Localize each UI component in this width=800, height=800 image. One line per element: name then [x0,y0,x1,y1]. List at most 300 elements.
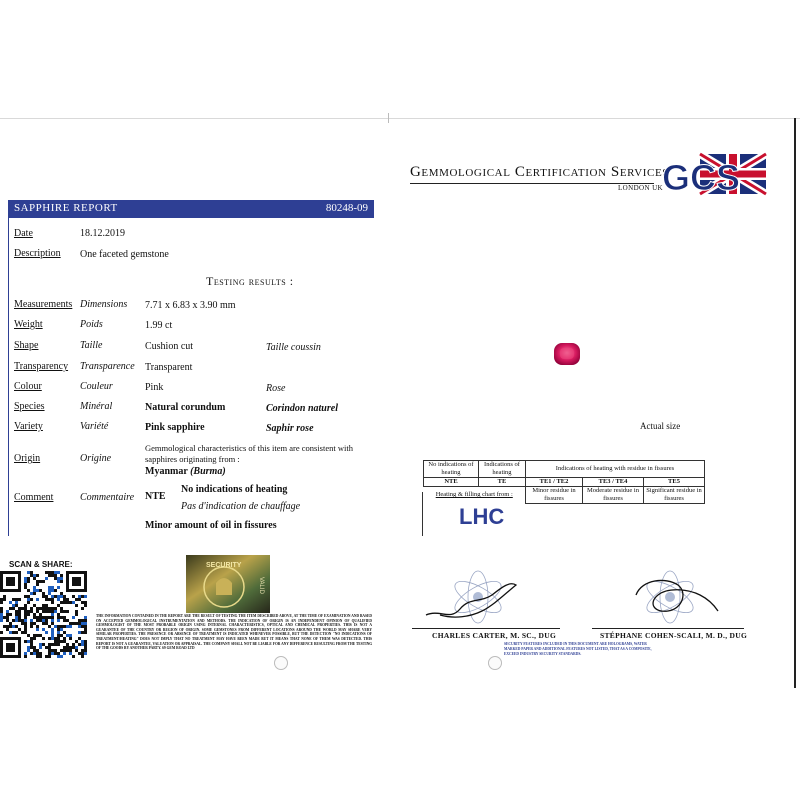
qr-module [24,625,27,628]
qr-module [54,640,57,643]
qr-module [51,622,54,625]
qr-module [30,598,33,601]
qr-module [84,646,87,649]
qr-module [15,601,18,604]
qr-module [63,610,66,613]
qr-module [48,589,51,592]
qr-module [51,607,54,610]
qr-module [63,598,66,601]
qr-module [42,610,45,613]
qr-module [63,625,66,628]
punch-hole-right [488,656,502,670]
qr-module [45,622,48,625]
qr-module [15,616,18,619]
qr-module [33,652,36,655]
qr-module [39,643,42,646]
qr-module [42,595,45,598]
qr-module [21,619,24,622]
qr-module [81,601,84,604]
qr-module [15,610,18,613]
qr-module [48,592,51,595]
security-hologram [186,555,270,613]
comment-line2: Minor amount of oil in fissures [145,520,277,531]
qr-module [30,571,33,574]
qr-module [63,631,66,634]
qr-module [36,649,39,652]
qr-module [54,610,57,613]
qr-module [36,619,39,622]
qr-module [3,616,6,619]
qr-module [3,598,6,601]
qr-module [0,631,3,634]
qr-module [57,628,60,631]
qr-module [24,655,27,658]
qr-module [57,586,60,589]
qr-module [33,634,36,637]
species-label-fr: Minéral [80,401,113,412]
qr-module [72,622,75,625]
qr-module [30,619,33,622]
shape-label: Shape [14,340,39,351]
qr-module [51,628,54,631]
fold-line [0,118,800,119]
heat-header-residue: Indications of heating with residue in fissures [526,461,705,478]
qr-module [60,607,63,610]
qr-module [75,610,78,613]
qr-module [63,646,66,649]
qr-module [30,646,33,649]
qr-module [27,580,30,583]
hologram-lock-icon [216,578,232,595]
qr-module [54,652,57,655]
variety-value: Pink sapphire [145,422,205,433]
qr-module [51,589,54,592]
qr-module [30,592,33,595]
qr-module [12,631,15,634]
qr-module [36,598,39,601]
qr-module [84,631,87,634]
qr-module [57,655,60,658]
qr-module [75,640,78,643]
qr-module [57,637,60,640]
qr-module [78,637,81,640]
comment-label-fr: Commentaire [80,492,135,503]
qr-module [6,616,9,619]
qr-module [45,646,48,649]
qr-module [12,604,15,607]
qr-module [54,577,57,580]
origin-statement: Gemmological characteristics of this item are consistent with sapphires originating from : [145,443,353,464]
qr-module [51,610,54,613]
punch-hole-left [274,656,288,670]
species-value-fr: Corindon naturel [266,403,338,414]
weight-label: Weight [14,319,43,330]
atom-nucleus [665,592,675,602]
qr-module [30,637,33,640]
qr-module [60,601,63,604]
qr-module [24,631,27,634]
qr-module [66,625,69,628]
qr-module [45,595,48,598]
qr-module [72,646,75,649]
qr-module [84,622,87,625]
qr-module [84,625,87,628]
qr-finder [66,571,87,592]
qr-module [0,607,3,610]
qr-module [6,619,9,622]
qr-module [36,616,39,619]
qr-module [81,643,84,646]
qr-module [60,580,63,583]
qr-module [81,625,84,628]
qr-module [51,616,54,619]
signature-left-rule [412,628,560,629]
variety-label: Variety [14,421,43,432]
testing-heading: Testing results : [206,274,294,288]
report-band [8,200,374,218]
colour-value-fr: Rose [266,383,286,394]
qr-module [54,607,57,610]
colour-label-fr: Couleur [80,381,113,392]
shape-value-fr: Taille coussin [266,342,321,353]
qr-module [33,604,36,607]
qr-module [84,601,87,604]
qr-module [36,580,39,583]
qr-module [6,625,9,628]
qr-module [24,613,27,616]
gemstone-image [552,341,582,367]
qr-module [36,589,39,592]
qr-module [42,592,45,595]
qr-module [3,625,6,628]
qr-module [39,652,42,655]
qr-finder [0,571,21,592]
qr-module [51,634,54,637]
qr-module [57,577,60,580]
qr-module [15,604,18,607]
qr-module [54,574,57,577]
weight-value: 1.99 ct [145,320,173,331]
heat-header-te: Indications of heating [479,461,526,478]
qr-module [48,574,51,577]
transparency-value: Transparent [145,362,193,373]
qr-module [39,616,42,619]
qr-module [60,628,63,631]
qr-module [60,577,63,580]
signer-right-name: STÉPHANE COHEN-SCALI, M. D., DUG [600,631,748,640]
qr-module [24,610,27,613]
qr-module [48,649,51,652]
qr-module [21,607,24,610]
qr-module [84,649,87,652]
qr-module [39,655,42,658]
qr-module [78,622,81,625]
qr-module [27,601,30,604]
heat-rule [422,492,423,536]
signature-left [420,565,528,629]
qr-module [36,574,39,577]
qr-module [51,571,54,574]
qr-module [66,646,69,649]
qr-module [51,598,54,601]
qr-module [75,646,78,649]
qr-module [57,580,60,583]
qr-module [0,610,3,613]
qr-module [54,595,57,598]
signature-stroke [636,580,718,611]
scan-share-label: SCAN & SHARE: [9,560,73,569]
qr-module [21,622,24,625]
qr-module [30,607,33,610]
qr-module [33,586,36,589]
shape-label-fr: Taille [80,340,103,351]
qr-module [48,655,51,658]
qr-module [45,571,48,574]
qr-module [48,610,51,613]
qr-module [27,613,30,616]
qr-module [24,628,27,631]
qr-module [63,616,66,619]
qr-module [57,595,60,598]
qr-module [66,598,69,601]
qr-module [9,613,12,616]
colour-value: Pink [145,382,164,393]
qr-module [18,598,21,601]
qr-module [66,649,69,652]
qr-module [84,643,87,646]
qr-module [27,577,30,580]
heat-code-nte: NTE [424,478,479,487]
qr-module [69,652,72,655]
qr-module [84,604,87,607]
qr-module [57,619,60,622]
signature-stroke [426,584,516,617]
actual-size-label: Actual size [640,421,681,431]
weight-label-fr: Poids [80,319,103,330]
measurements-label: Measurements [14,299,73,310]
qr-module [66,634,69,637]
qr-module [39,607,42,610]
qr-module [66,619,69,622]
qr-module [51,649,54,652]
measurements-value: 7.71 x 6.83 x 3.90 mm [145,300,236,311]
qr-module [63,601,66,604]
qr-module [24,640,27,643]
qr-module [30,640,33,643]
origin-label: Origin [14,453,41,464]
qr-module [48,643,51,646]
qr-code[interactable] [0,571,87,658]
qr-module [60,574,63,577]
qr-module [48,586,51,589]
qr-module [60,640,63,643]
qr-module [57,616,60,619]
qr-module [78,598,81,601]
qr-module [81,619,84,622]
qr-module [72,643,75,646]
qr-module [12,598,15,601]
qr-module [57,613,60,616]
qr-module [0,598,3,601]
lhc-logo [458,502,505,529]
qr-module [36,583,39,586]
qr-module [57,571,60,574]
qr-module [84,628,87,631]
qr-module [69,601,72,604]
qr-module [60,610,63,613]
qr-module [27,649,30,652]
qr-module [51,631,54,634]
qr-module [63,595,66,598]
qr-module [81,649,84,652]
date-value: 18.12.2019 [80,228,125,239]
qr-module [30,652,33,655]
qr-module [63,649,66,652]
species-value: Natural corundum [145,402,226,413]
qr-module [69,649,72,652]
qr-module [18,613,21,616]
origin-country [145,466,226,477]
colour-label: Colour [14,381,42,392]
qr-module [9,631,12,634]
qr-module [57,652,60,655]
species-label: Species [14,401,45,412]
qr-module [30,625,33,628]
qr-module [51,574,54,577]
qr-module [42,628,45,631]
qr-module [72,601,75,604]
qr-module [24,577,27,580]
security-note: SECURITY FEATURES INCLUDED IN THIS DOCUMENT ARE HOLOGRAMS, WATER MARKED PAPER AND ADDITIONAL FEATURES NOT LISTED, THAT AS A COMPOSITE, EXCEED INDUSTRY SECURITY STANDARDS. [504,642,652,656]
heat-desc-1: Minor residue in fissures [526,487,583,504]
qr-module [42,619,45,622]
qr-module [36,625,39,628]
qr-module [27,634,30,637]
heat-chart-label: Heating & filling chart from : [424,487,526,504]
qr-module [69,622,72,625]
transparency-label-fr: Transparence [80,361,135,372]
qr-module [15,598,18,601]
qr-module [45,631,48,634]
qr-module [39,589,42,592]
qr-module [63,619,66,622]
qr-module [9,607,12,610]
qr-module [48,598,51,601]
qr-module [63,640,66,643]
qr-module [60,649,63,652]
gcs-logo [660,152,766,198]
heat-code-te3: TE3 / TE4 [583,478,644,487]
qr-module [51,595,54,598]
qr-module [33,637,36,640]
qr-module [33,646,36,649]
heating-table [423,460,705,504]
qr-module [33,622,36,625]
qr-module [24,607,27,610]
qr-module [27,595,30,598]
qr-module [36,607,39,610]
qr-module [48,625,51,628]
comment-line1: No indications of heating [181,484,288,495]
qr-module [51,613,54,616]
qr-module [18,619,21,622]
qr-module [24,652,27,655]
origin-label-fr: Origine [80,453,112,464]
logo-text: GCS [662,157,741,198]
qr-module [30,574,33,577]
qr-module [9,601,12,604]
qr-module [48,652,51,655]
qr-module [0,613,3,616]
comment-label: Comment [14,492,54,503]
qr-module [45,655,48,658]
qr-module [78,619,81,622]
qr-module [6,610,9,613]
qr-module [36,655,39,658]
qr-module [54,643,57,646]
transparency-label: Transparency [14,361,69,372]
qr-module [18,610,21,613]
qr-module [24,619,27,622]
qr-module [54,589,57,592]
qr-module [39,646,42,649]
qr-module [33,613,36,616]
company-location: LONDON UK [618,184,664,192]
heat-header-nte: No indications of heating [424,461,479,478]
qr-module [33,577,36,580]
heat-code-te1: TE1 / TE2 [526,478,583,487]
qr-module [12,619,15,622]
qr-module [33,592,36,595]
qr-module [54,571,57,574]
heat-code-te5: TE5 [644,478,705,487]
qr-module [57,598,60,601]
qr-module [30,610,33,613]
qr-module [48,646,51,649]
hologram-text: SECURITY [206,562,242,569]
qr-module [75,604,78,607]
qr-module [66,643,69,646]
qr-module [69,637,72,640]
qr-module [75,613,78,616]
qr-module [39,619,42,622]
qr-module [42,580,45,583]
gem-table [560,348,574,359]
variety-value-fr: Saphir rose [266,423,314,434]
qr-module [54,637,57,640]
qr-module [0,616,3,619]
qr-module [48,607,51,610]
qr-module [60,595,63,598]
qr-module [45,577,48,580]
qr-module [81,595,84,598]
qr-module [57,625,60,628]
qr-module [27,646,30,649]
qr-module [81,640,84,643]
qr-module [42,607,45,610]
qr-module [0,601,3,604]
qr-module [69,646,72,649]
qr-module [78,595,81,598]
qr-module [45,598,48,601]
qr-module [42,616,45,619]
legal-disclaimer: THE INFORMATION CONTAINED IN THE REPORT ARE THE RESULT OF TESTING THE ITEM DESCRIBED ABOVE, AT THE TIME OF EXAMINATION AND BASED ON ACCEPTED GEMMOLOGICAL INSTRUMENTATION AND METHODS. THE INDICATION OF ORIGIN IS AN INDEPENDENT OPINION OF QUALIFIED GEMMOLOGIST OF THE MOST PROBABLE ORIGIN USING INTERNAL CHARACTERISTICS, OPTICAL AND CHEMICAL PROPERTIES. THIS IS NOT A GUARANTEE OF THE COUNTRY OR REGION OF ORIGIN. SOME GEMSTONES FROM DIFFERENT LOCATIONS AROUND THE WORLD MAY SHARE VERY SIMILAR PROPERTIES. THE PRESENCE OR ABSENCE OF TREATMENT IS INDICATED WHENEVER POSSIBLE, BUT THE DETECTION "NO INDICATIONS OF TREATMENT/HEATING" DOES NOT IMPLY THAT NO TREATMENT MAY HAVE BEEN MADE BUT IT MEANS THAT NONE OF THEM WAS DETECTED. THIS REPORT IS NOT A GUARANTEE, VALUATION OR APPRAISAL. THE COMPANY SHALL NOT BE LIABLE FOR ANY DIFFERENCE RESULTING FROM THE TESTING OF THE GOODS BY ANOTHER PARTY. 69 GEM ROAD LTD [96,614,372,651]
qr-module [45,616,48,619]
qr-module [12,607,15,610]
qr-module [24,580,27,583]
qr-module [3,595,6,598]
qr-module [24,604,27,607]
